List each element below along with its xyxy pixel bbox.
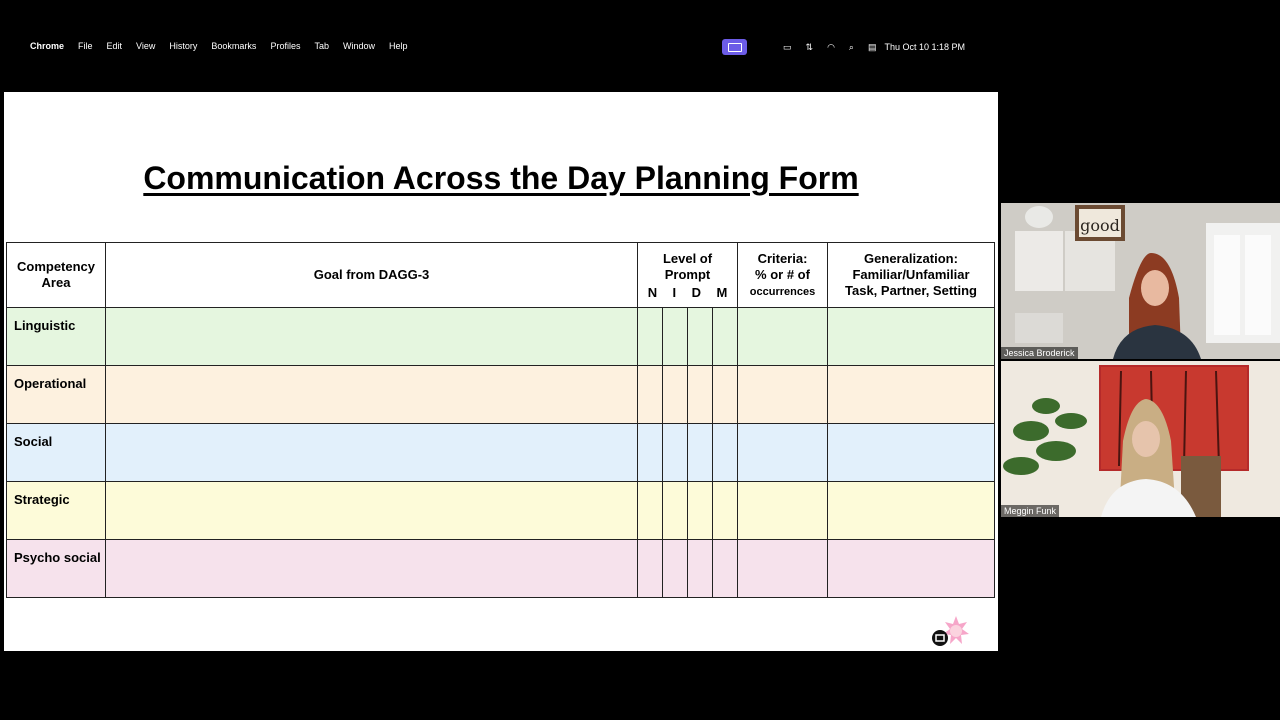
header-criteria	[738, 243, 828, 308]
row-label-psychosocial: Psycho social	[7, 540, 106, 598]
row-label-linguistic: Linguistic	[7, 308, 106, 366]
menu-file[interactable]: File	[78, 41, 93, 51]
menu-app-name[interactable]: Chrome	[30, 41, 65, 51]
menu-bar	[0, 0, 1000, 95]
criteria-sub2: occurrences	[749, 285, 816, 298]
slide-title: Communication Across the Day Planning Form	[143, 160, 859, 196]
generalization-sub: Familiar/Unfamiliar	[852, 267, 970, 282]
wifi-icon[interactable]: ◠	[827, 41, 835, 52]
planning-form-table	[6, 242, 995, 598]
clock[interactable]: Thu Oct 10 1:18 PM	[884, 42, 966, 52]
criteria-sub: % or # of	[755, 266, 810, 282]
prompt-letter-m: M	[716, 285, 728, 300]
header-competency: Competency Area	[7, 243, 106, 308]
table-row	[7, 424, 995, 482]
table-row	[7, 482, 995, 540]
video-feed-jessica	[1001, 203, 1280, 359]
row-label-strategic: Strategic	[7, 482, 106, 540]
prompt-letter-n: N	[647, 285, 658, 300]
good-sign-text: good	[1080, 216, 1120, 235]
row-label-operational: Operational	[7, 366, 106, 424]
menu-profiles[interactable]: Profiles	[270, 41, 301, 51]
criteria-label: Criteria:	[757, 250, 808, 266]
menu-view[interactable]: View	[136, 41, 156, 51]
menu-bookmarks[interactable]: Bookmarks	[211, 41, 257, 51]
participant-name-meggin: Meggin Funk	[1001, 505, 1059, 517]
row-label-social: Social	[7, 424, 106, 482]
airdrop-icon[interactable]: ⇅	[805, 41, 814, 52]
battery-icon[interactable]: ▭	[783, 41, 792, 52]
control-center-icon[interactable]: ▤	[867, 41, 877, 52]
menu-edit[interactable]: Edit	[106, 41, 123, 51]
generalization-label: Generalization:	[864, 251, 958, 266]
search-icon[interactable]: ⌕	[848, 41, 854, 52]
table-row	[7, 308, 995, 366]
presentation-slide	[4, 92, 998, 651]
header-generalization	[828, 243, 995, 308]
video-feed-meggin	[1001, 361, 1280, 517]
table-row	[7, 540, 995, 598]
header-prompt	[638, 243, 738, 308]
menu-window[interactable]: Window	[342, 41, 375, 51]
menu-tab[interactable]: Tab	[314, 41, 329, 51]
header-prompt-label: Level of Prompt	[662, 251, 713, 282]
menu-history[interactable]: History	[169, 41, 198, 51]
participant-name-jessica: Jessica Broderick	[1001, 347, 1078, 359]
header-goal: Goal from DAGG-3	[106, 243, 638, 308]
menu-help[interactable]: Help	[388, 41, 408, 51]
video-tile-jessica[interactable]	[1001, 203, 1280, 359]
generalization-sub2: Task, Partner, Setting	[845, 283, 977, 298]
sun-sticker-icon	[929, 614, 973, 650]
screen-share-icon[interactable]	[722, 39, 747, 55]
prompt-letter-d: D	[691, 285, 701, 300]
prompt-letter-i: I	[672, 285, 677, 300]
table-row	[7, 366, 995, 424]
video-tile-meggin[interactable]	[1001, 361, 1280, 517]
